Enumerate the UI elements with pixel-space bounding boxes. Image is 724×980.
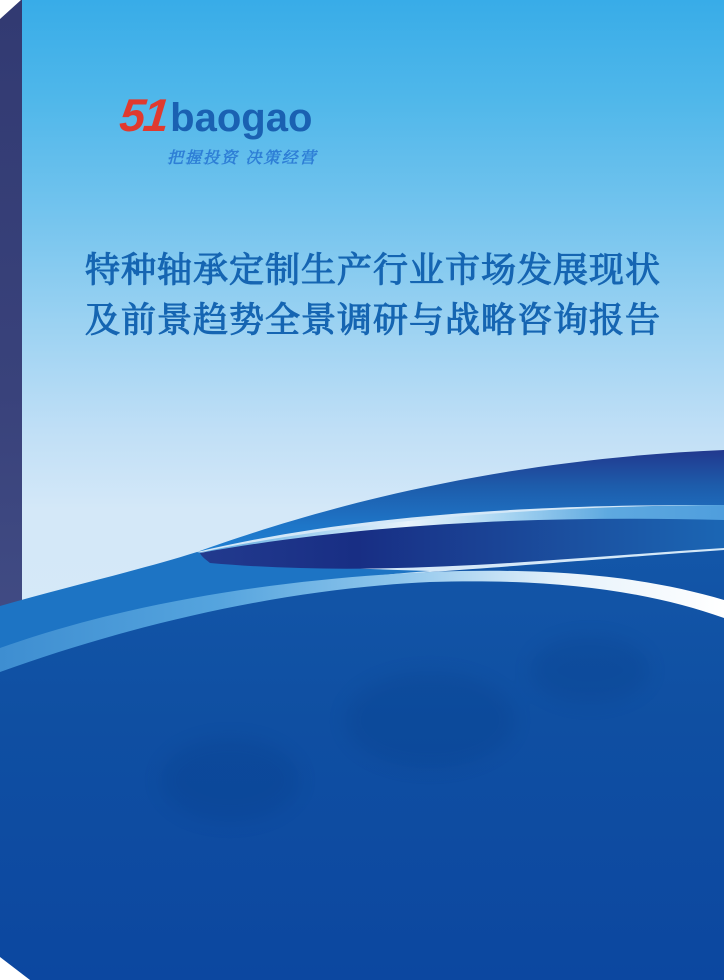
logo-name-baogao: baogao [170, 96, 313, 140]
logo-prefix-51: 51 [117, 89, 170, 141]
wave-graphic [0, 420, 724, 980]
title-line-2: 及前景趋势全景调研与战略咨询报告 [84, 301, 661, 340]
brand-logo [117, 89, 318, 168]
brand-slogan: 把握投资 决策经营 [167, 150, 318, 167]
logo-wordmark [117, 89, 317, 141]
title-line-1: 特种轴承定制生产行业市场发展现状 [84, 251, 661, 290]
report-title [22, 246, 724, 346]
